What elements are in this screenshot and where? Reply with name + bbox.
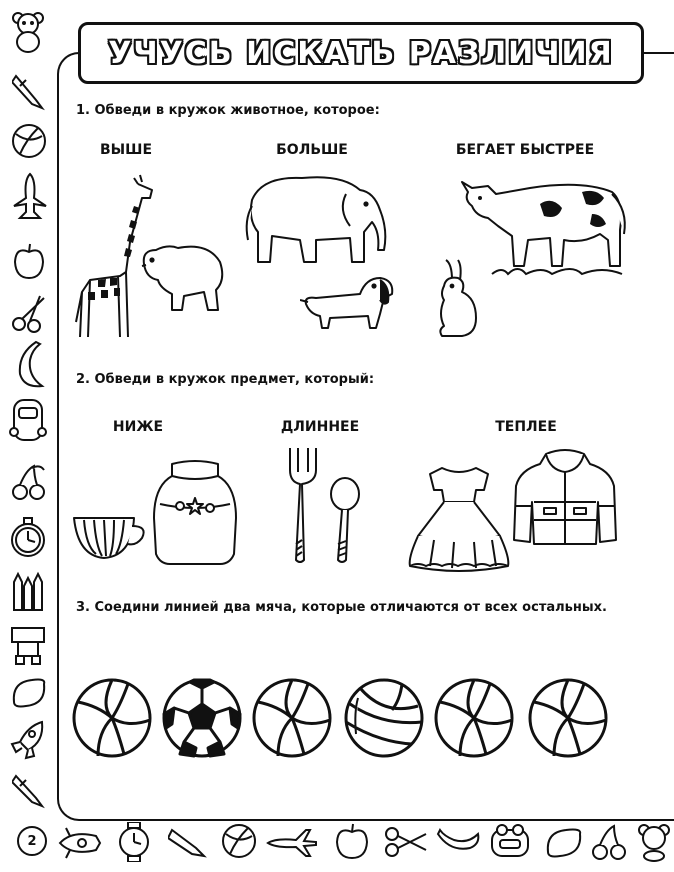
task2-label-warmer: ТЕПЛЕЕ	[495, 419, 557, 435]
scissors-icon	[10, 294, 48, 334]
teacup-icon[interactable]	[70, 512, 150, 564]
volleyball-icon[interactable]	[70, 676, 154, 760]
crayon-icon	[168, 826, 210, 860]
fork-icon[interactable]	[278, 444, 328, 566]
clock-icon	[8, 516, 48, 560]
spoon-icon[interactable]	[324, 476, 366, 566]
beach-ball-icon[interactable]	[342, 676, 426, 760]
jacket-icon[interactable]	[510, 446, 620, 550]
task2-label-lower: НИЖЕ	[112, 419, 164, 435]
elephant-icon[interactable]	[242, 170, 392, 270]
rocket-icon	[56, 826, 104, 860]
wristwatch-icon	[112, 822, 156, 862]
apple-icon	[12, 242, 46, 282]
task1-label-bigger: БОЛЬШЕ	[276, 142, 348, 158]
airplane-icon	[12, 172, 48, 220]
lemon-icon	[10, 676, 48, 710]
title-banner	[78, 22, 644, 84]
volleyball-icon[interactable]	[250, 676, 334, 760]
jar-icon[interactable]	[150, 458, 240, 568]
soccer-ball-icon[interactable]	[160, 676, 244, 760]
cherries-icon	[590, 822, 630, 862]
airplane-icon	[266, 828, 318, 858]
crayons-icon	[10, 570, 46, 614]
rabbit-icon[interactable]	[432, 256, 484, 340]
task2-instruction: 2. Обведи в кружок предмет, который:	[76, 372, 375, 387]
banana-icon	[436, 826, 480, 858]
apple-icon	[334, 822, 370, 862]
page-number: 2	[17, 826, 47, 856]
task1-instruction: 1. Обведи в кружок животное, которое:	[76, 103, 380, 118]
banana-icon	[12, 340, 46, 390]
task1-label-taller: ВЫШЕ	[99, 142, 153, 158]
task2-label-longer: ДЛИННЕЕ	[280, 419, 360, 435]
dress-icon[interactable]	[404, 462, 514, 572]
volleyball-icon[interactable]	[432, 676, 516, 760]
ball-icon	[220, 822, 258, 860]
teddy-bear-icon	[8, 10, 48, 54]
volleyball-icon[interactable]	[526, 676, 610, 760]
crayon-icon	[12, 72, 46, 112]
bear-icon[interactable]	[138, 240, 228, 315]
dachshund-icon[interactable]	[300, 270, 400, 335]
toy-car-icon	[8, 396, 48, 446]
scissors-icon	[384, 824, 428, 860]
task1-label-faster: БЕГАЕТ БЫСТРЕЕ	[455, 142, 595, 158]
ball-icon	[10, 122, 48, 160]
rocket-icon	[8, 718, 48, 766]
task3-instruction: 3. Соедини линией два мяча, которые отличаются от всех остальных.	[76, 600, 607, 615]
toy-car-icon	[488, 822, 532, 862]
cherries-icon	[10, 462, 48, 502]
page-title: УЧУСЬ ИСКАТЬ РАЗЛИЧИЯ	[108, 35, 614, 71]
lemon-icon	[544, 826, 584, 860]
crayon-icon	[12, 772, 46, 810]
teddy-bear-icon	[636, 822, 672, 862]
robot-icon	[8, 624, 48, 666]
